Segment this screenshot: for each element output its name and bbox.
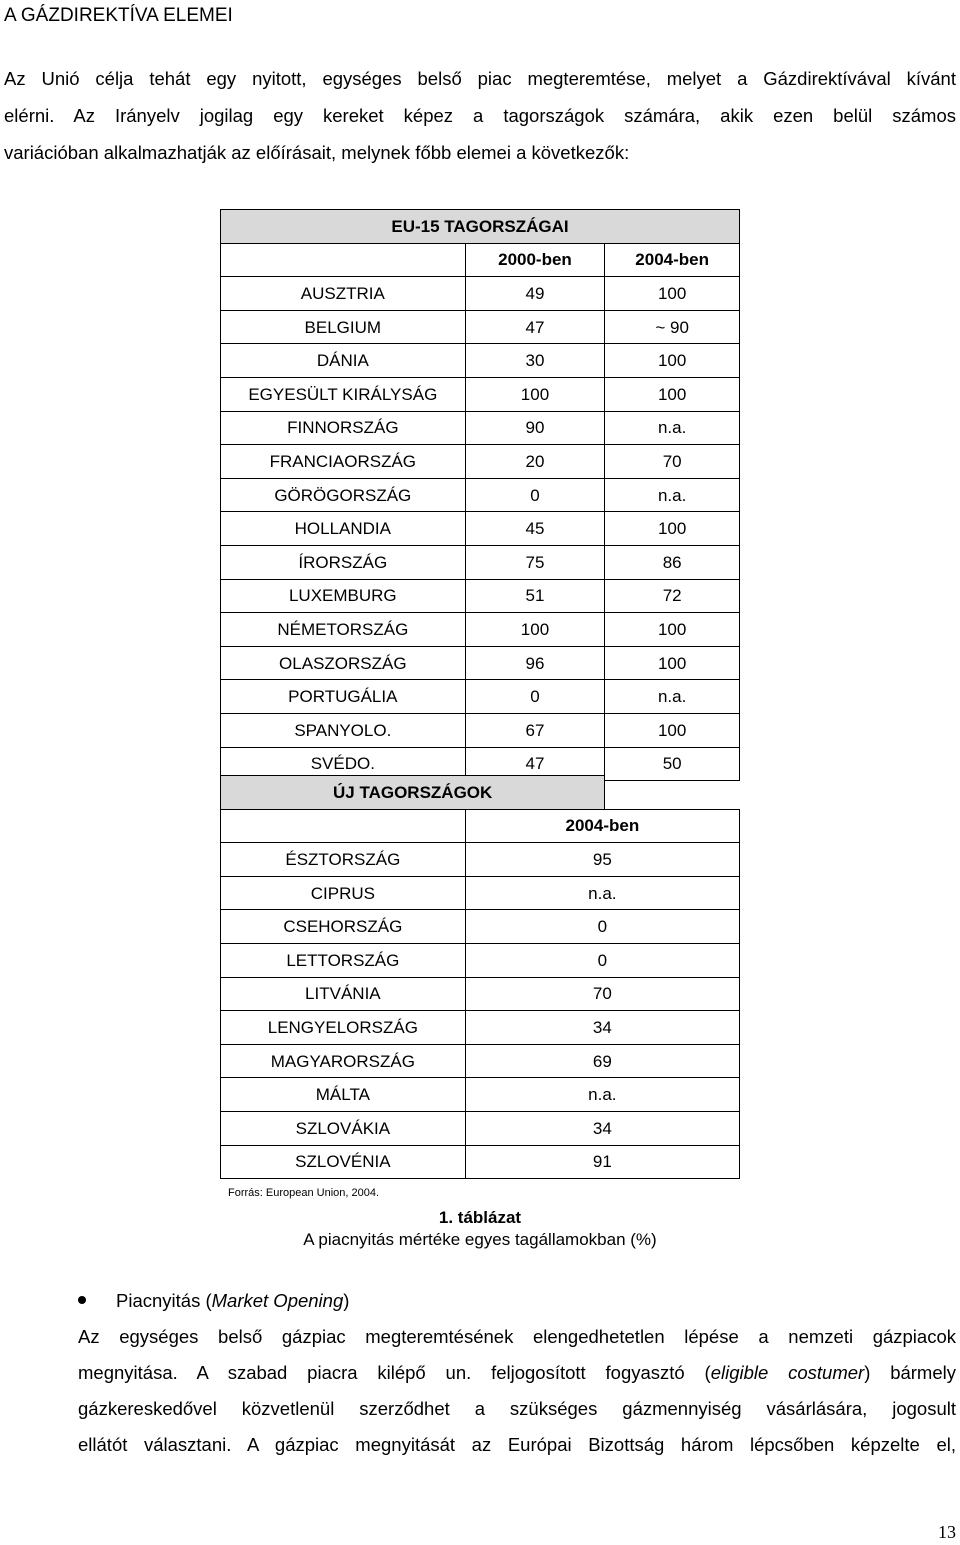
market-opening-paragraph: [78, 1318, 956, 1462]
bullet-italic: Market Opening: [211, 1290, 344, 1311]
value-cell: n.a.: [605, 680, 740, 714]
value-cell: 70: [605, 445, 740, 479]
value-cell: 100: [605, 713, 740, 747]
value-cell: 100: [605, 613, 740, 647]
eu15-title: EU-15 TAGORSZÁGAI: [221, 210, 740, 244]
value-cell: 47: [465, 747, 605, 781]
paragraph-line: [78, 1426, 956, 1462]
value-cell: 47: [465, 310, 605, 344]
country-cell: SZLOVÁKIA: [221, 1111, 466, 1145]
intro-line: variációban alkalmazhatják az előírásait, melynek főbb elemei a következők:: [4, 142, 630, 163]
country-cell: MAGYARORSZÁG: [221, 1044, 466, 1078]
value-cell: 30: [465, 344, 605, 378]
table-row: [221, 613, 740, 647]
value-cell: n.a.: [465, 876, 739, 910]
table-row: [221, 545, 740, 579]
table-row: [221, 876, 740, 910]
value-cell: 20: [465, 445, 605, 479]
table-row: [221, 713, 740, 747]
table-row: [221, 310, 740, 344]
value-cell: n.a.: [605, 478, 740, 512]
text-run: ellátót választani. A gázpiac megnyitását az Európai Bizottság három lépcsőben képzelte el,: [78, 1434, 956, 1455]
country-cell: LITVÁNIA: [221, 977, 466, 1011]
value-cell: 0: [465, 943, 739, 977]
value-cell: 0: [465, 910, 739, 944]
table-row: [221, 843, 740, 877]
country-cell: OLASZORSZÁG: [221, 646, 466, 680]
col-2004-header: 2004-ben: [605, 243, 740, 277]
paragraph-line: [78, 1390, 956, 1426]
value-cell: 100: [605, 377, 740, 411]
country-cell: SPANYOLO.: [221, 713, 466, 747]
intro-paragraph: [4, 60, 956, 171]
col-2000-header: 2000-ben: [465, 243, 605, 277]
country-cell: CIPRUS: [221, 876, 466, 910]
value-cell: 100: [605, 646, 740, 680]
value-cell: 86: [605, 545, 740, 579]
value-cell: 34: [465, 1111, 739, 1145]
value-cell: 69: [465, 1044, 739, 1078]
value-cell: 45: [465, 512, 605, 546]
value-cell: 0: [465, 478, 605, 512]
country-cell: CSEHORSZÁG: [221, 910, 466, 944]
country-cell: LENGYELORSZÁG: [221, 1011, 466, 1045]
country-cell: ÉSZTORSZÁG: [221, 843, 466, 877]
bullet-item: [78, 1286, 349, 1316]
value-cell: 72: [605, 579, 740, 613]
table-row: [221, 1044, 740, 1078]
section-heading: A GÁZDIREKTÍVA ELEMEI: [4, 5, 233, 26]
value-cell: 100: [605, 344, 740, 378]
table-row: [221, 977, 740, 1011]
table-row: [221, 377, 740, 411]
table-row: [221, 1078, 740, 1112]
value-cell: 67: [465, 713, 605, 747]
bullet-suffix: ): [343, 1290, 350, 1311]
value-cell: 100: [465, 613, 605, 647]
value-cell: 70: [465, 977, 739, 1011]
text-run: megnyitása. A szabad piacra kilépő un. feljogosított fogyasztó (: [78, 1362, 711, 1383]
table-row: [221, 579, 740, 613]
country-cell: BELGIUM: [221, 310, 466, 344]
country-cell: ÍRORSZÁG: [221, 545, 466, 579]
table-row: [221, 910, 740, 944]
value-cell: 100: [465, 377, 605, 411]
text-run: Az egységes belső gázpiac megteremtésének elengedhetetlen lépése a nemzeti gázpiacok: [78, 1326, 956, 1347]
value-cell: 100: [605, 512, 740, 546]
country-cell: MÁLTA: [221, 1078, 466, 1112]
bullet-prefix: Piacnyitás (: [116, 1290, 212, 1311]
paragraph-line: [78, 1354, 956, 1390]
text-run: ) bármely: [864, 1362, 956, 1383]
new-members-title: ÚJ TAGORSZÁGOK: [221, 776, 605, 810]
country-cell: NÉMETORSZÁG: [221, 613, 466, 647]
country-cell: DÁNIA: [221, 344, 466, 378]
value-cell: 91: [465, 1145, 739, 1179]
value-cell: 0: [465, 680, 605, 714]
value-cell: 49: [465, 277, 605, 311]
table-row: [221, 1011, 740, 1045]
paragraph-line: [78, 1318, 956, 1354]
table-row: [221, 445, 740, 479]
table-row: [221, 512, 740, 546]
table-row: [221, 1145, 740, 1179]
intro-line: elérni. Az Irányelv jogilag egy kereket képez a tagországok számára, akik ezen belül számos: [4, 105, 956, 126]
country-cell: AUSZTRIA: [221, 277, 466, 311]
table-caption: A piacnyitás mértéke egyes tagállamokban (%): [303, 1230, 657, 1249]
table-row: [221, 277, 740, 311]
value-cell: 100: [605, 277, 740, 311]
bullet-icon: [78, 1296, 86, 1304]
table-row: [221, 344, 740, 378]
country-cell: GÖRÖGORSZÁG: [221, 478, 466, 512]
page-number: 13: [938, 1522, 956, 1542]
country-cell: FRANCIAORSZÁG: [221, 445, 466, 479]
italic-term: eligible costumer: [710, 1362, 865, 1383]
table-row: [221, 1111, 740, 1145]
table-row: [221, 478, 740, 512]
country-cell: HOLLANDIA: [221, 512, 466, 546]
country-cell: PORTUGÁLIA: [221, 680, 466, 714]
country-cell: SZLOVÉNIA: [221, 1145, 466, 1179]
table-row: [221, 646, 740, 680]
value-cell: 50: [605, 747, 740, 781]
table-source: Forrás: European Union, 2004.: [228, 1187, 380, 1199]
country-cell: SVÉDO.: [221, 747, 466, 781]
eu15-table: [220, 209, 740, 781]
new-members-table: [220, 775, 740, 1179]
value-cell: 51: [465, 579, 605, 613]
country-cell: LUXEMBURG: [221, 579, 466, 613]
value-cell: 75: [465, 545, 605, 579]
table-caption-number: 1. táblázat: [438, 1208, 522, 1227]
text-run: gázkereskedővel közvetlenül szerződhet a szükséges gázmennyiség vásárlására, jogosult: [78, 1398, 956, 1419]
country-cell: EGYESÜLT KIRÁLYSÁG: [221, 377, 466, 411]
intro-line: Az Unió célja tehát egy nyitott, egységes belső piac megteremtése, melyet a Gázdirektívával kívánt: [4, 68, 956, 89]
value-cell: 95: [465, 843, 739, 877]
new-col-2004-header: 2004-ben: [465, 809, 739, 843]
value-cell: 90: [465, 411, 605, 445]
table-row: [221, 680, 740, 714]
value-cell: n.a.: [465, 1078, 739, 1112]
country-cell: LETTORSZÁG: [221, 943, 466, 977]
value-cell: n.a.: [605, 411, 740, 445]
value-cell: ~ 90: [605, 310, 740, 344]
table-row: [221, 943, 740, 977]
value-cell: 96: [465, 646, 605, 680]
table-row: [221, 411, 740, 445]
value-cell: 34: [465, 1011, 739, 1045]
country-cell: FINNORSZÁG: [221, 411, 466, 445]
